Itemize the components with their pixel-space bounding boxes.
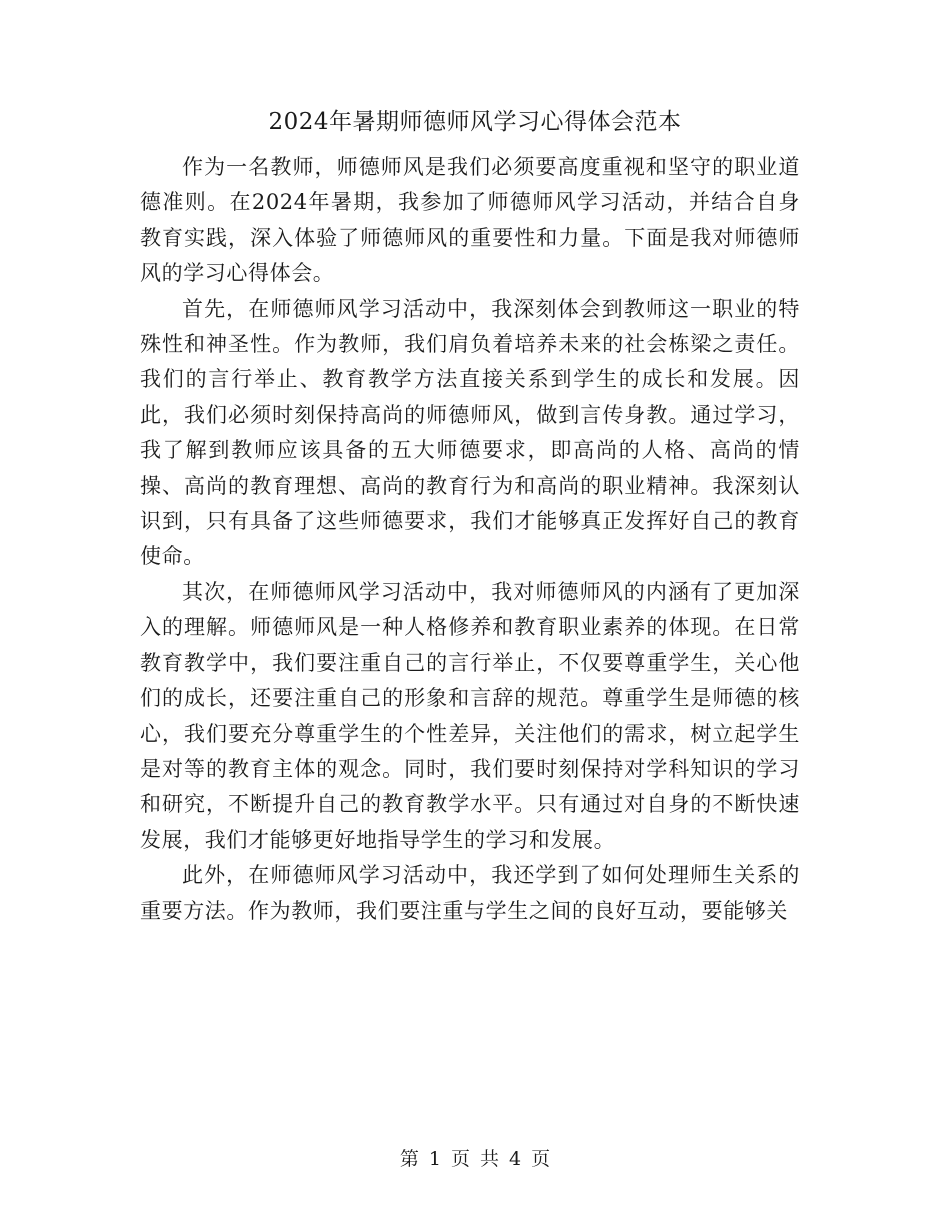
paragraph-third: 此外，在师德师风学习活动中，我还学到了如何处理师生关系的重要方法。作为教师，我们要注重与学生之间的良好互动，要能够关 [140, 863, 800, 923]
document-title: 2024年暑期师德师风学习心得体会范本 [268, 109, 682, 135]
paragraph-second: 其次，在师德师风学习活动中，我对师德师风的内涵有了更加深入的理解。师德师风是一种人格修养和教育职业素养的体现。在日常教育教学中，我们要注重自己的言行举止，不仅要尊重学生，关心他们的成长，还要注重自己的形象和言辞的规范。尊重学生是师德的核心，我们要充分尊重学生的个性差异，关注他们的需求，树立起学生是对等的教育主体的观念。同时，我们要时刻保持对学科知识的学习和研究，不断提升自己的教育教学水平。只有通过对自身的不断快速发展，我们才能够更好地指导学生的学习和发展。 [140, 579, 800, 852]
paragraph-first: 首先，在师德师风学习活动中，我深刻体会到教师这一职业的特殊性和神圣性。作为教师，我们肩负着培养未来的社会栋梁之责任。我们的言行举止、教育教学方法直接关系到学生的成长和发展。因此，我们必须时刻保持高尚的师德师风，做到言传身教。通过学习，我了解到教师应该具备的五大师德要求，即高尚的人格、高尚的情操、高尚的教育理想、高尚的教育行为和高尚的职业精神。我深刻认识到，只有具备了这些师德要求，我们才能够真正发挥好自己的教育使命。 [140, 296, 800, 569]
page-number-footer: 第 1 页 共 4 页 [399, 1148, 551, 1170]
paragraph-intro: 作为一名教师，师德师风是我们必须要高度重视和坚守的职业道德准则。在2024年暑期，我参加了师德师风学习活动，并结合自身教育实践，深入体验了师德师风的重要性和力量。下面是我对师德师风的学习心得体会。 [140, 155, 800, 286]
document-body [140, 150, 800, 929]
